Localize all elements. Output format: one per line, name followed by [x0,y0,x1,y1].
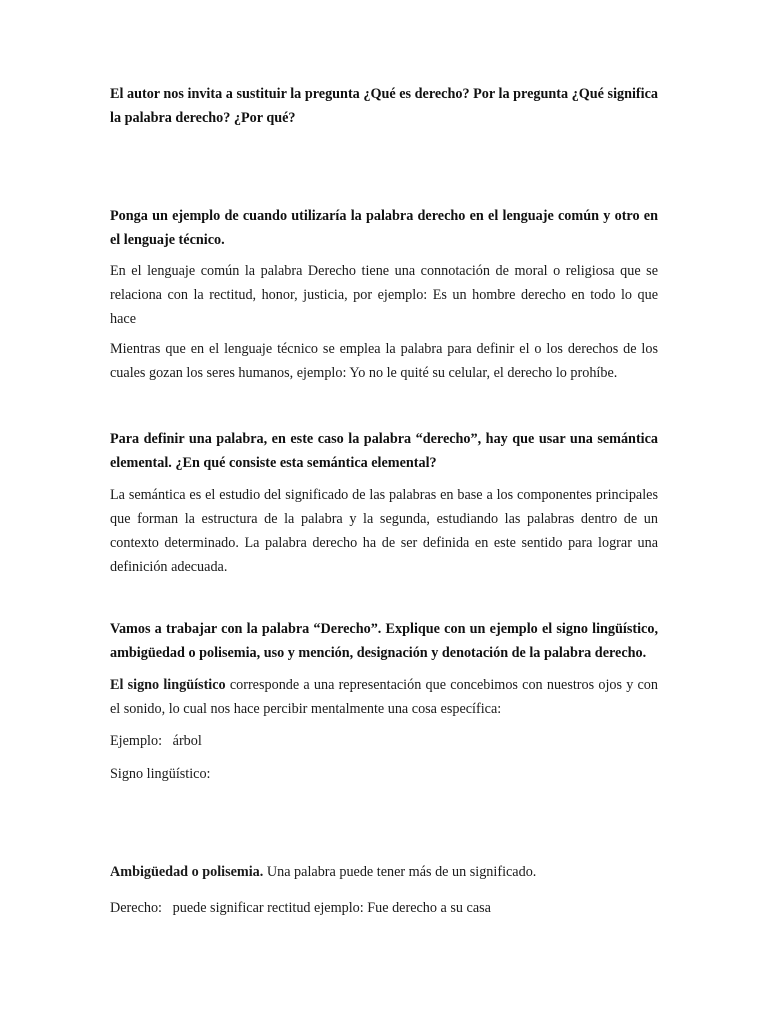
question-2: Ponga un ejemplo de cuando utilizaría la palabra derecho en el lenguaje común y otro en el lenguaje técnico. [110,208,658,248]
signo-linguistico-line: Signo lingüístico: [110,766,211,782]
answer-2-paragraph-1: En el lenguaje común la palabra Derecho tiene una connotación de moral o religiosa que se relaciona con la rectitud, honor, justicia, por ejemplo: Es un hombre derecho en todo lo que hace [110,263,658,327]
question-4: Vamos a trabajar con la palabra “Derecho”. Explique con un ejemplo el signo lingüístico, ambigüedad o polisemia, uso y mención, designación y denotación de la palabra derecho. [110,621,658,661]
question-3: Para definir una palabra, en este caso la palabra “derecho”, hay que usar una semántica elemental. ¿En qué consiste esta semántica elemental? [110,431,658,471]
signo-linguistico-term: El signo lingüístico [110,677,226,693]
signo-linguistico-text: corresponde a una representación que concebimos con nuestros ojos y con el sonido, lo cual nos hace percibir mentalmente una cosa específica: [110,677,658,717]
question-1: El autor nos invita a sustituir la pregunta ¿Qué es derecho? Por la pregunta ¿Qué significa la palabra derecho? ¿Por qué? [110,86,658,126]
ejemplo-line: Ejemplo: árbol [110,733,202,749]
answer-3-paragraph: La semántica es el estudio del significado de las palabras en base a los componentes principales que forman la estructura de la palabra y la segunda, estudiando las palabras dentro de un contexto determinado. La palabra derecho ha de ser definida en este sentido para lograr una definición adecuada. [110,487,658,575]
ambiguedad-term: Ambigüedad o polisemia. [110,864,264,880]
ambiguedad-paragraph [110,860,658,884]
signo-linguistico-paragraph [110,673,658,721]
derecho-example-line: Derecho: puede significar rectitud ejemplo: Fue derecho a su casa [110,900,491,916]
ambiguedad-text: Una palabra puede tener más de un significado. [263,864,537,880]
answer-2-paragraph-2: Mientras que en el lenguaje técnico se emplea la palabra para definir el o los derechos de los cuales gozan los seres humanos, ejemplo: Yo no le quité su celular, el derecho lo prohíbe. [110,341,658,381]
